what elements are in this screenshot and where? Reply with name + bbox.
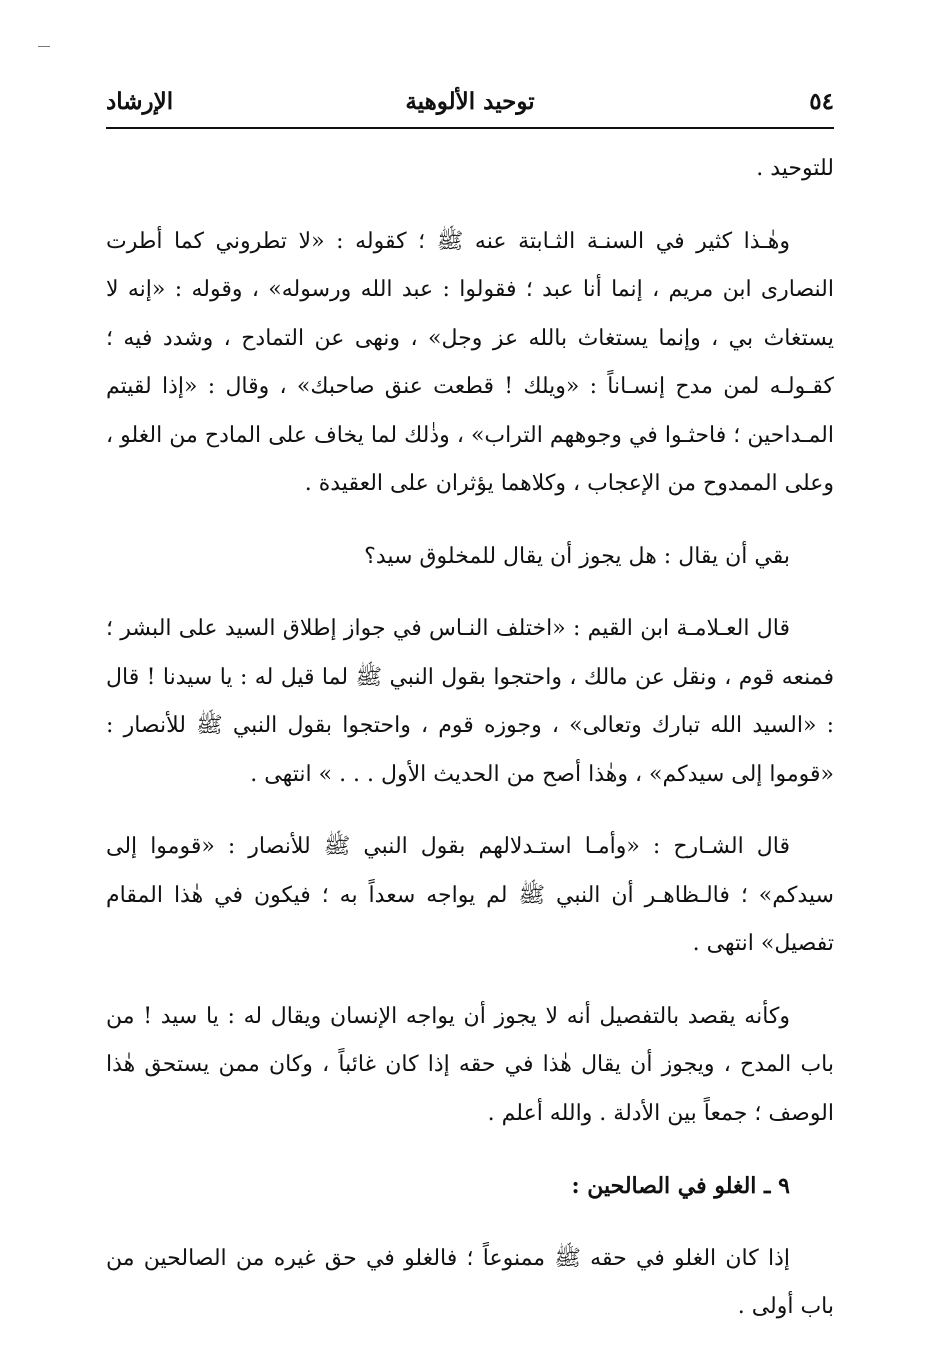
page-body	[106, 145, 834, 1332]
paragraph: قال الشـارح : «وأمـا استـدلالهم بقول النبي ﷺ للأنصار : «قوموا إلى سيدكم» ؛ فالـظاهـر أن النبي ﷺ لم يواجه سعداً به ؛ فيكون في هٰذا المقام تفصيل» انتهى .	[106, 834, 834, 956]
section-heading: ٩ ـ الغلو في الصالحين :	[571, 1173, 790, 1199]
page-number: ٥٤	[809, 88, 834, 115]
paragraph-continuation: للتوحيد .	[756, 156, 834, 181]
scan-artifact	[38, 46, 50, 47]
paragraph: وكأنه يقصد بالتفصيل أنه لا يجوز أن يواجه الإنسان ويقال له : يا سيد ! من باب المدح ، ويجوز أن يقال هٰذا في حقه إذا كان غائباً ، وكان ممن يستحق هٰذا الوصف ؛ جمعاً بين الأدلة . والله أعلم .	[106, 1003, 834, 1126]
book-title: الإرشاد	[106, 88, 174, 115]
paragraph: إذا كان الغلو في حقه ﷺ ممنوعاً ؛ فالغلو في حق غيره من الصالحين من باب أولى .	[106, 1245, 834, 1319]
paragraph: وهٰـذا كثير في السنـة الثـابتة عنه ﷺ ؛ كقوله : «لا تطروني كما أطرت النصارى ابن مريم ، إنما أنا عبد ؛ فقولوا : عبد الله ورسوله» ، وقوله : «إنه لا يستغاث بي ، وإنما يستغاث بالله عز وجل» ، ونهى عن التمادح ، وشدد فيه ؛ كقـولـه لمن مدح إنسـاناً : «ويلك ! قطعت عنق صاحبك» ، وقال : «إذا لقيتم المـداحين ؛ فاحثـوا في وجوههم التراب» ، وذٰلك لما يخاف على المادح من الغلو ، وعلى الممدوح من الإعجاب ، وكلاهما يؤثران على العقيدة .	[106, 228, 834, 496]
paragraph: بقي أن يقال : هل يجوز أن يقال للمخلوق سيد؟	[364, 543, 790, 569]
paragraph: قال العـلامـة ابن القيم : «اختلف النـاس في جواز إطلاق السيد على البشر ؛ فمنعه قوم ، ونقل عن مالك ، واحتجوا بقول النبي ﷺ لما قيل له : يا سيدنا ! قال : «السيد الله تبارك وتعالى» ، وجوزه قوم ، واحتجوا بقول النبي ﷺ للأنصار : «قوموا إلى سيدكم» ، وهٰذا أصح من الحديث الأول . . . » انتهى .	[106, 616, 834, 787]
page-header	[106, 84, 834, 126]
header-divider	[106, 127, 834, 129]
chapter-title: توحيد الألوهية	[405, 88, 535, 115]
